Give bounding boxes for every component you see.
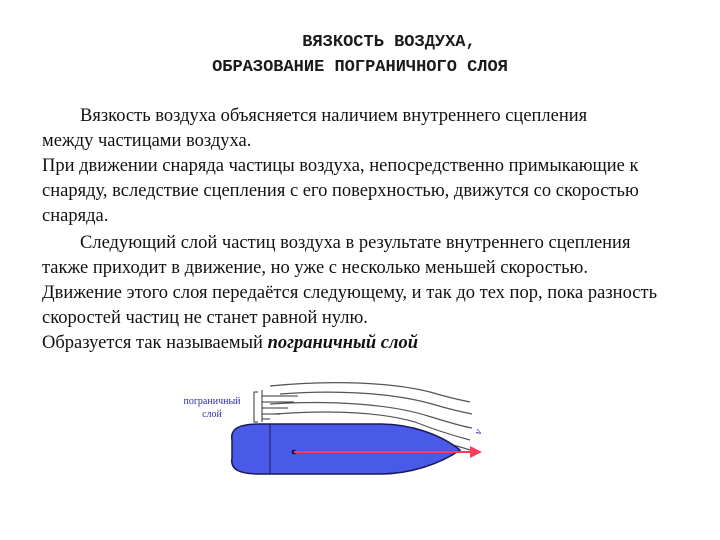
boundary-layer-term: пограничный слой bbox=[267, 333, 418, 353]
paragraph-4-prefix: Образуется так называемый bbox=[42, 333, 268, 353]
title-line-2: ОБРАЗОВАНИЕ ПОГРАНИЧНОГО СЛОЯ bbox=[212, 58, 508, 77]
projectile-body bbox=[232, 424, 460, 474]
paragraph-2: При движении снаряда частицы воздуха, непосредственно примыкающие к снаряду, вследствие сцепления с его поверхностью, движутся со скоростью снаряда. bbox=[42, 156, 639, 226]
velocity-profile bbox=[254, 390, 298, 422]
title-line-1: ВЯЗКОСТЬ ВОЗДУХА, bbox=[302, 33, 476, 52]
boundary-layer-label-line-1: пограничный bbox=[183, 396, 241, 407]
paragraph-1-line-2: между частицами воздуха. bbox=[42, 131, 252, 151]
boundary-layer-label bbox=[172, 395, 252, 421]
paragraph-4 bbox=[42, 331, 672, 356]
paragraph-1-line-1: Вязкость воздуха объясняется наличием внутреннего сцепления bbox=[80, 106, 588, 126]
paragraph-3: Следующий слой частиц воздуха в результате внутреннего сцепления также приходит в движение, но уже с несколько меньшей скоростью. Движение этого слоя передаётся следующему, и так до тех пор, пока разность скоростей частиц не станет равной нулю. bbox=[42, 233, 658, 328]
velocity-symbol: v bbox=[471, 427, 485, 437]
boundary-layer-label-line-2: слой bbox=[202, 409, 222, 420]
velocity-arrowhead bbox=[470, 446, 482, 458]
slide-body bbox=[42, 104, 672, 356]
slide-title bbox=[0, 30, 720, 80]
